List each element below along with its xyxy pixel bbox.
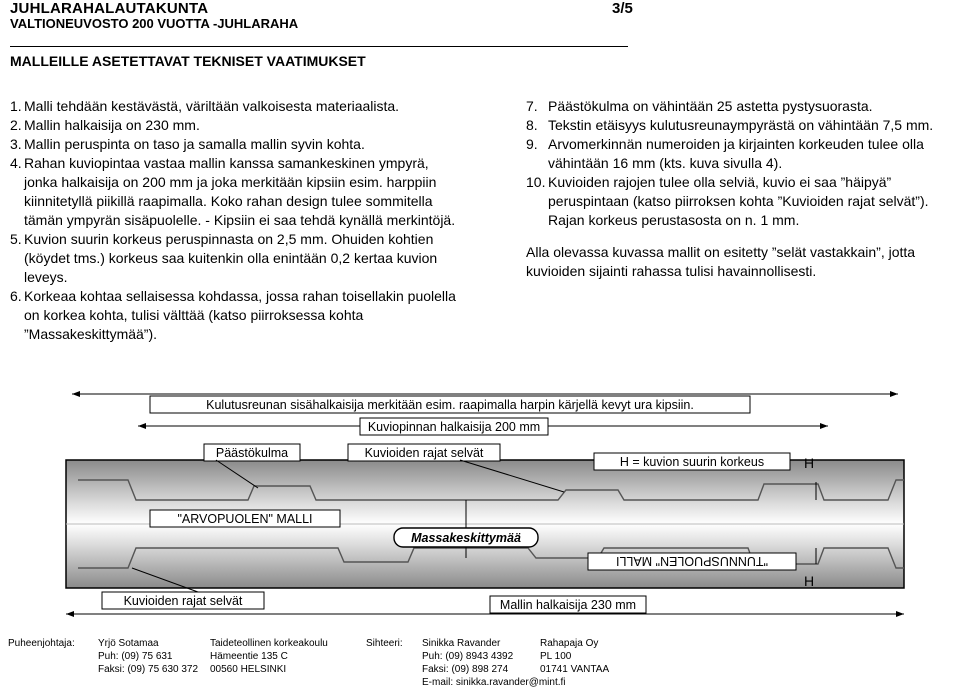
figure-intro-paragraph: Alla olevassa kuvassa mallit on esitetty ”selät vastakkain”, jotta kuvioiden sijainti rahassa tulisi havainnollisesti. — [526, 244, 916, 279]
item-text: Kuvion suurin korkeus peruspinnasta on 2,5 mm. Ohuiden kohtien (köydet tms.) korkeus saa kuitenkin olla enintään 0,2 kertaa kuvion leveys. — [24, 231, 438, 285]
footer-chair-contact — [98, 637, 198, 676]
height-bottom-marker: H — [804, 573, 815, 589]
list-item — [526, 116, 956, 135]
item-number: 9. — [526, 136, 538, 152]
requirements-list-right — [526, 97, 956, 230]
item-number: 10. — [526, 174, 546, 190]
item-number: 2. — [10, 117, 22, 133]
chair-street: Hämeentie 135 C — [210, 651, 288, 662]
model-cross-section-figure — [58, 388, 910, 624]
item-text: Arvomerkinnän numeroiden ja kirjainten korkeuden tulee olla vähintään 16 mm (kts. kuva sivulla 4). — [548, 136, 924, 171]
reverse-label-group — [588, 553, 796, 570]
clear-edges-bottom-label: Kuvioiden rajat selvät — [123, 594, 243, 608]
requirements-right-column — [526, 97, 956, 281]
list-item — [10, 154, 460, 230]
footer-chair-label — [8, 637, 75, 650]
footer-chair-address — [210, 637, 328, 676]
list-item — [10, 135, 460, 154]
footer-secretary-label — [366, 637, 403, 650]
item-text: Korkeaa kohtaa sellaisessa kohdassa, jossa rahan toisellakin puolella on korkea kohta, tulisi välttää (katso piirroksessa kohta ”Massakeskittymää”). — [24, 288, 456, 342]
footer-secretary-address — [540, 637, 609, 676]
header-rule — [10, 46, 628, 47]
secretary-city: 01741 VANTAA — [540, 664, 610, 675]
requirements-list-left — [10, 97, 460, 344]
header-subtitle: VALTIONEUVOSTO 200 VUOTTA -JUHLARAHA — [10, 16, 299, 31]
item-text: Malli tehdään kestävästä, väriltään valkoisesta materiaalista. — [24, 98, 400, 114]
item-text: Päästökulma on vähintään 25 astetta pystysuorasta. — [548, 98, 873, 114]
chair-fax: Faksi: (09) 75 630 372 — [98, 664, 199, 675]
design-diameter-label: Kuviopinnan halkaisija 200 mm — [367, 420, 541, 434]
secretary-po-box: PL 100 — [540, 651, 572, 662]
item-text: Rahan kuviopintaa vastaa mallin kanssa samankeskinen ympyrä, jonka halkaisija on 200 mm ja joka merkitään kipsiin esim. harppiin kiinnitetyllä piikillä raapimalla. Koko rahan design tulee sommitella tämän ympyrän sisäpuolelle. - Kipsiin ei saa tehdä kynällä merkintöjä. — [24, 155, 456, 228]
secretary-role: Sihteeri: — [366, 638, 403, 649]
item-number: 1. — [10, 98, 22, 114]
list-item — [526, 97, 956, 116]
document-title: MALLEILLE ASETETTAVAT TEKNISET VAATIMUKSET — [10, 53, 366, 69]
item-number: 5. — [10, 231, 22, 247]
secretary-email[interactable]: E-mail: sinikka.ravander@mint.fi — [422, 677, 566, 688]
chair-name: Yrjö Sotamaa — [98, 638, 159, 649]
item-number: 4. — [10, 155, 22, 171]
list-item — [10, 230, 460, 287]
mass-concentration-label: Massakeskittymää — [411, 531, 521, 545]
item-number: 3. — [10, 136, 22, 152]
cross-section-drawing — [58, 388, 910, 624]
obverse-model-label: "ARVOPUOLEN" MALLI — [177, 512, 313, 526]
secretary-organization: Rahapaja Oy — [540, 638, 599, 649]
item-text: Kuvioiden rajojen tulee olla selviä, kuvio ei saa ”häipyä” peruspintaan (katso piirroksen kohta ”Kuvioiden rajat selvät”). Rajan korkeus perustasosta on n. 1 mm. — [548, 174, 929, 228]
item-number: 8. — [526, 117, 538, 133]
page-number: 3/5 — [612, 0, 633, 17]
item-number: 7. — [526, 98, 538, 114]
clear-edges-top-label: Kuvioiden rajat selvät — [364, 446, 484, 460]
wear-edge-label: Kulutusreunan sisähalkaisija merkitään esim. raapimalla harpin kärjellä kevyt ura kipsiin. — [206, 398, 694, 412]
model-diameter-label: Mallin halkaisija 230 mm — [499, 598, 637, 612]
secretary-phone: Puh: (09) 8943 4392 — [422, 651, 514, 662]
list-item — [526, 135, 956, 173]
item-text: Mallin peruspinta on taso ja samalla mallin syvin kohta. — [24, 136, 365, 152]
item-text: Tekstin etäisyys kulutusreunaympyrästä on vähintään 7,5 mm. — [548, 117, 934, 133]
organization-name: JUHLARAHALAUTAKUNTA — [10, 0, 209, 17]
list-item — [10, 97, 460, 116]
chair-organization: Taideteollinen korkeakoulu — [210, 638, 328, 649]
list-item — [10, 116, 460, 135]
height-legend-label: H = kuvion suurin korkeus — [619, 455, 765, 469]
item-text: Mallin halkaisija on 230 mm. — [24, 117, 200, 133]
chair-city: 00560 HELSINKI — [210, 664, 287, 675]
item-number: 6. — [10, 288, 22, 304]
secretary-fax: Faksi: (09) 898 274 — [422, 664, 509, 675]
chair-phone: Puh: (09) 75 631 — [98, 651, 173, 662]
list-item — [526, 173, 956, 230]
list-item — [10, 287, 460, 344]
chair-role: Puheenjohtaja: — [8, 638, 75, 649]
secretary-name: Sinikka Ravander — [422, 638, 501, 649]
requirements-left-column — [10, 97, 460, 344]
draft-angle-label: Päästökulma — [215, 446, 289, 460]
height-top-marker: H — [804, 455, 815, 471]
reverse-model-label: "TUNNUSPUOLEN" MALLI — [616, 554, 768, 568]
